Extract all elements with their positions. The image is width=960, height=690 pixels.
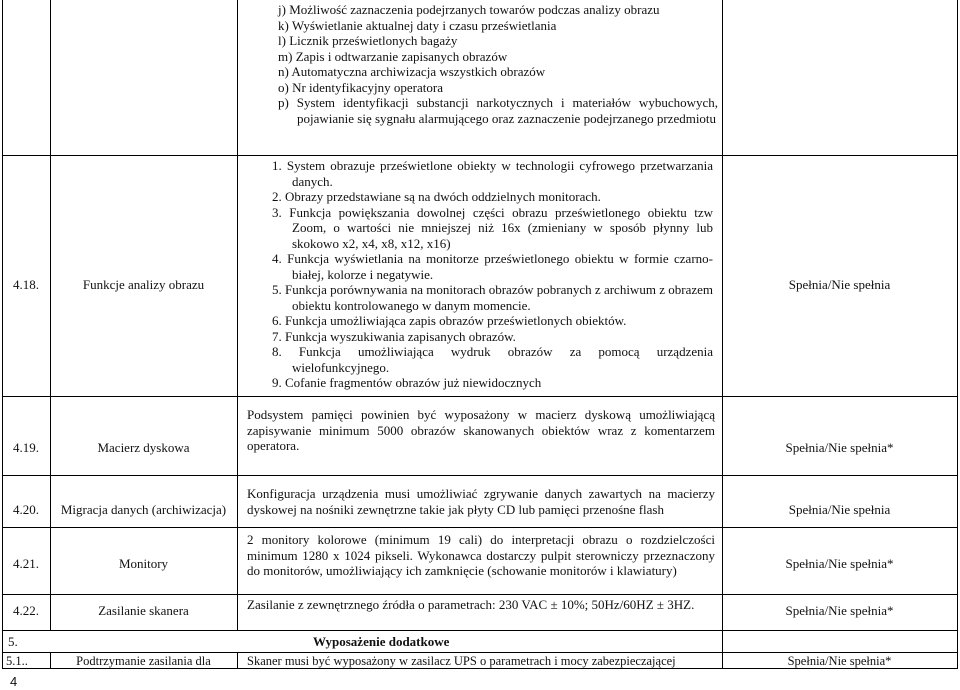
row-4-21-num: 4.21. (13, 556, 39, 571)
row-4-20-status: Spełnia/Nie spełnia (788, 502, 891, 517)
list-item: p) System identyfikacji substancji narkotycznych i materiałów wybuchowych, pojawianie się sygnału alarmującego oraz zaznaczenie podejrzanego przedmiotu (278, 95, 718, 126)
list-item: 3. Funkcja powiększania dowolnej części obrazu prześwietlonego obiektu tzw Zoom, o wartości nie mniejszej niż 16x (zmieniany w sposób płynny lub skokowo x2, x4, x8, x12, x16) (272, 204, 713, 251)
table-line-h7 (2, 652, 958, 653)
row-4-19-status: Spełnia/Nie spełnia* (785, 440, 894, 455)
list-item: o) Nr identyfikacyjny operatora (278, 79, 443, 95)
table-line-h2 (2, 396, 958, 397)
table-line-h1 (2, 155, 958, 156)
row-4-20-num: 4.20. (13, 502, 39, 517)
page-number: 4 (10, 674, 18, 689)
list-item: 1. System obrazuje prześwietlone obiekty w technologii cyfrowego przetwarzania danych. (272, 158, 713, 189)
row-4-22-num: 4.22. (13, 603, 39, 618)
row-4-19-num: 4.19. (13, 440, 39, 455)
table-line-h6 (2, 630, 958, 631)
section-num: 5. (8, 634, 18, 649)
list-item: 7. Funkcja wyszukiwania zapisanych obrazów. (272, 328, 516, 344)
table-line-h3 (2, 475, 958, 476)
section-title: Wyposażenie dodatkowe (313, 634, 450, 649)
row-4-20-desc: Konfiguracja urządzenia musi umożliwiać zgrywanie danych zawartych na macierzy dyskowej na nośniki zewnętrzne takie jak płyty CD lub pamięci przenośne flash (247, 486, 715, 517)
top-list (278, 2, 718, 126)
row-4-18-status: Spełnia/Nie spełnia (788, 277, 891, 292)
list-item: l) Licznik prześwietlonych bagaży (278, 33, 458, 48)
table-line-col2b (237, 652, 238, 668)
list-item: k) Wyświetlanie aktualnej daty i czasu prześwietlania (278, 17, 557, 33)
row-5-1-num: 5.1.. (6, 654, 28, 668)
list-item: 4. Funkcja wyświetlania na monitorze prześwietlonego obiektu w formie czarno-białej, kolorze i negatywie. (272, 251, 713, 282)
row-4-22-name: Zasilanie skanera (98, 603, 189, 618)
row-4-21-name: Monitory (118, 556, 169, 571)
row-4-18-items (272, 158, 713, 391)
list-item: n) Automatyczna archiwizacja wszystkich obrazów (278, 64, 546, 79)
row-4-22-status: Spełnia/Nie spełnia* (785, 603, 894, 618)
list-item: 8. Funkcja umożliwiająca wydruk obrazów za pomocą urządzenia wielofunkcyjnego. (272, 344, 713, 375)
list-item: 6. Funkcja umożliwiająca zapis obrazów prześwietlonych obiektów. (272, 313, 627, 328)
table-line-right (957, 0, 958, 668)
row-5-1-name: Podtrzymanie zasilania dla (76, 654, 211, 668)
table-line-col1 (50, 0, 51, 630)
table-line-col2 (237, 0, 238, 630)
row-4-19-name: Macierz dyskowa (97, 440, 190, 455)
row-4-21-desc: 2 monitory kolorowe (minimum 19 cali) do interpretacji obrazu o rozdzielczości minimum 1280 x 1024 pikseli. Wykonawca dostarczy pulpit sterowniczy przeznaczony do monitorów, umożliwiający ich zamknięcie (schowanie monitorów i klawiatury) (247, 532, 715, 578)
row-4-18-num: 4.18. (13, 277, 39, 292)
list-item: j) Możliwość zaznaczenia podejrzanych towarów podczas analizy obrazu (278, 2, 660, 17)
row-5-1-desc: Skaner musi być wyposażony w zasilacz UPS o parametrach i mocy zabezpieczającej (247, 654, 676, 668)
row-4-20-name: Migracja danych (archiwizacja) (60, 502, 227, 517)
row-4-19-desc: Podsystem pamięci powinien być wyposażony w macierz dyskową umożliwiającą zapisywanie minimum 5000 obrazów skanowanych obiektów wraz z komentarzem operatora. (247, 407, 715, 453)
list-item: 9. Cofanie fragmentów obrazów już niewidocznych (272, 375, 542, 390)
table-line-h5 (2, 594, 958, 595)
row-4-21-status: Spełnia/Nie spełnia* (785, 556, 894, 571)
list-item: m) Zapis i odtwarzanie zapisanych obrazów (278, 48, 508, 64)
table-line-h4 (2, 527, 958, 528)
row-4-18-name: Funkcje analizy obrazu (82, 277, 205, 292)
row-4-22-desc: Zasilanie z zewnętrznego źródła o parametrach: 230 VAC ± 10%; 50Hz/60HZ ± 3HZ. (247, 597, 695, 612)
row-5-1-status: Spełnia/Nie spełnia* (787, 654, 892, 668)
list-item: 5. Funkcja porównywania na monitorach obrazów pobranych z archiwum z obrazem obiektu kontrolowanego w danym momencie. (272, 282, 713, 313)
list-item: 2. Obrazy przedstawiane są na dwóch oddzielnych monitorach. (272, 189, 601, 204)
